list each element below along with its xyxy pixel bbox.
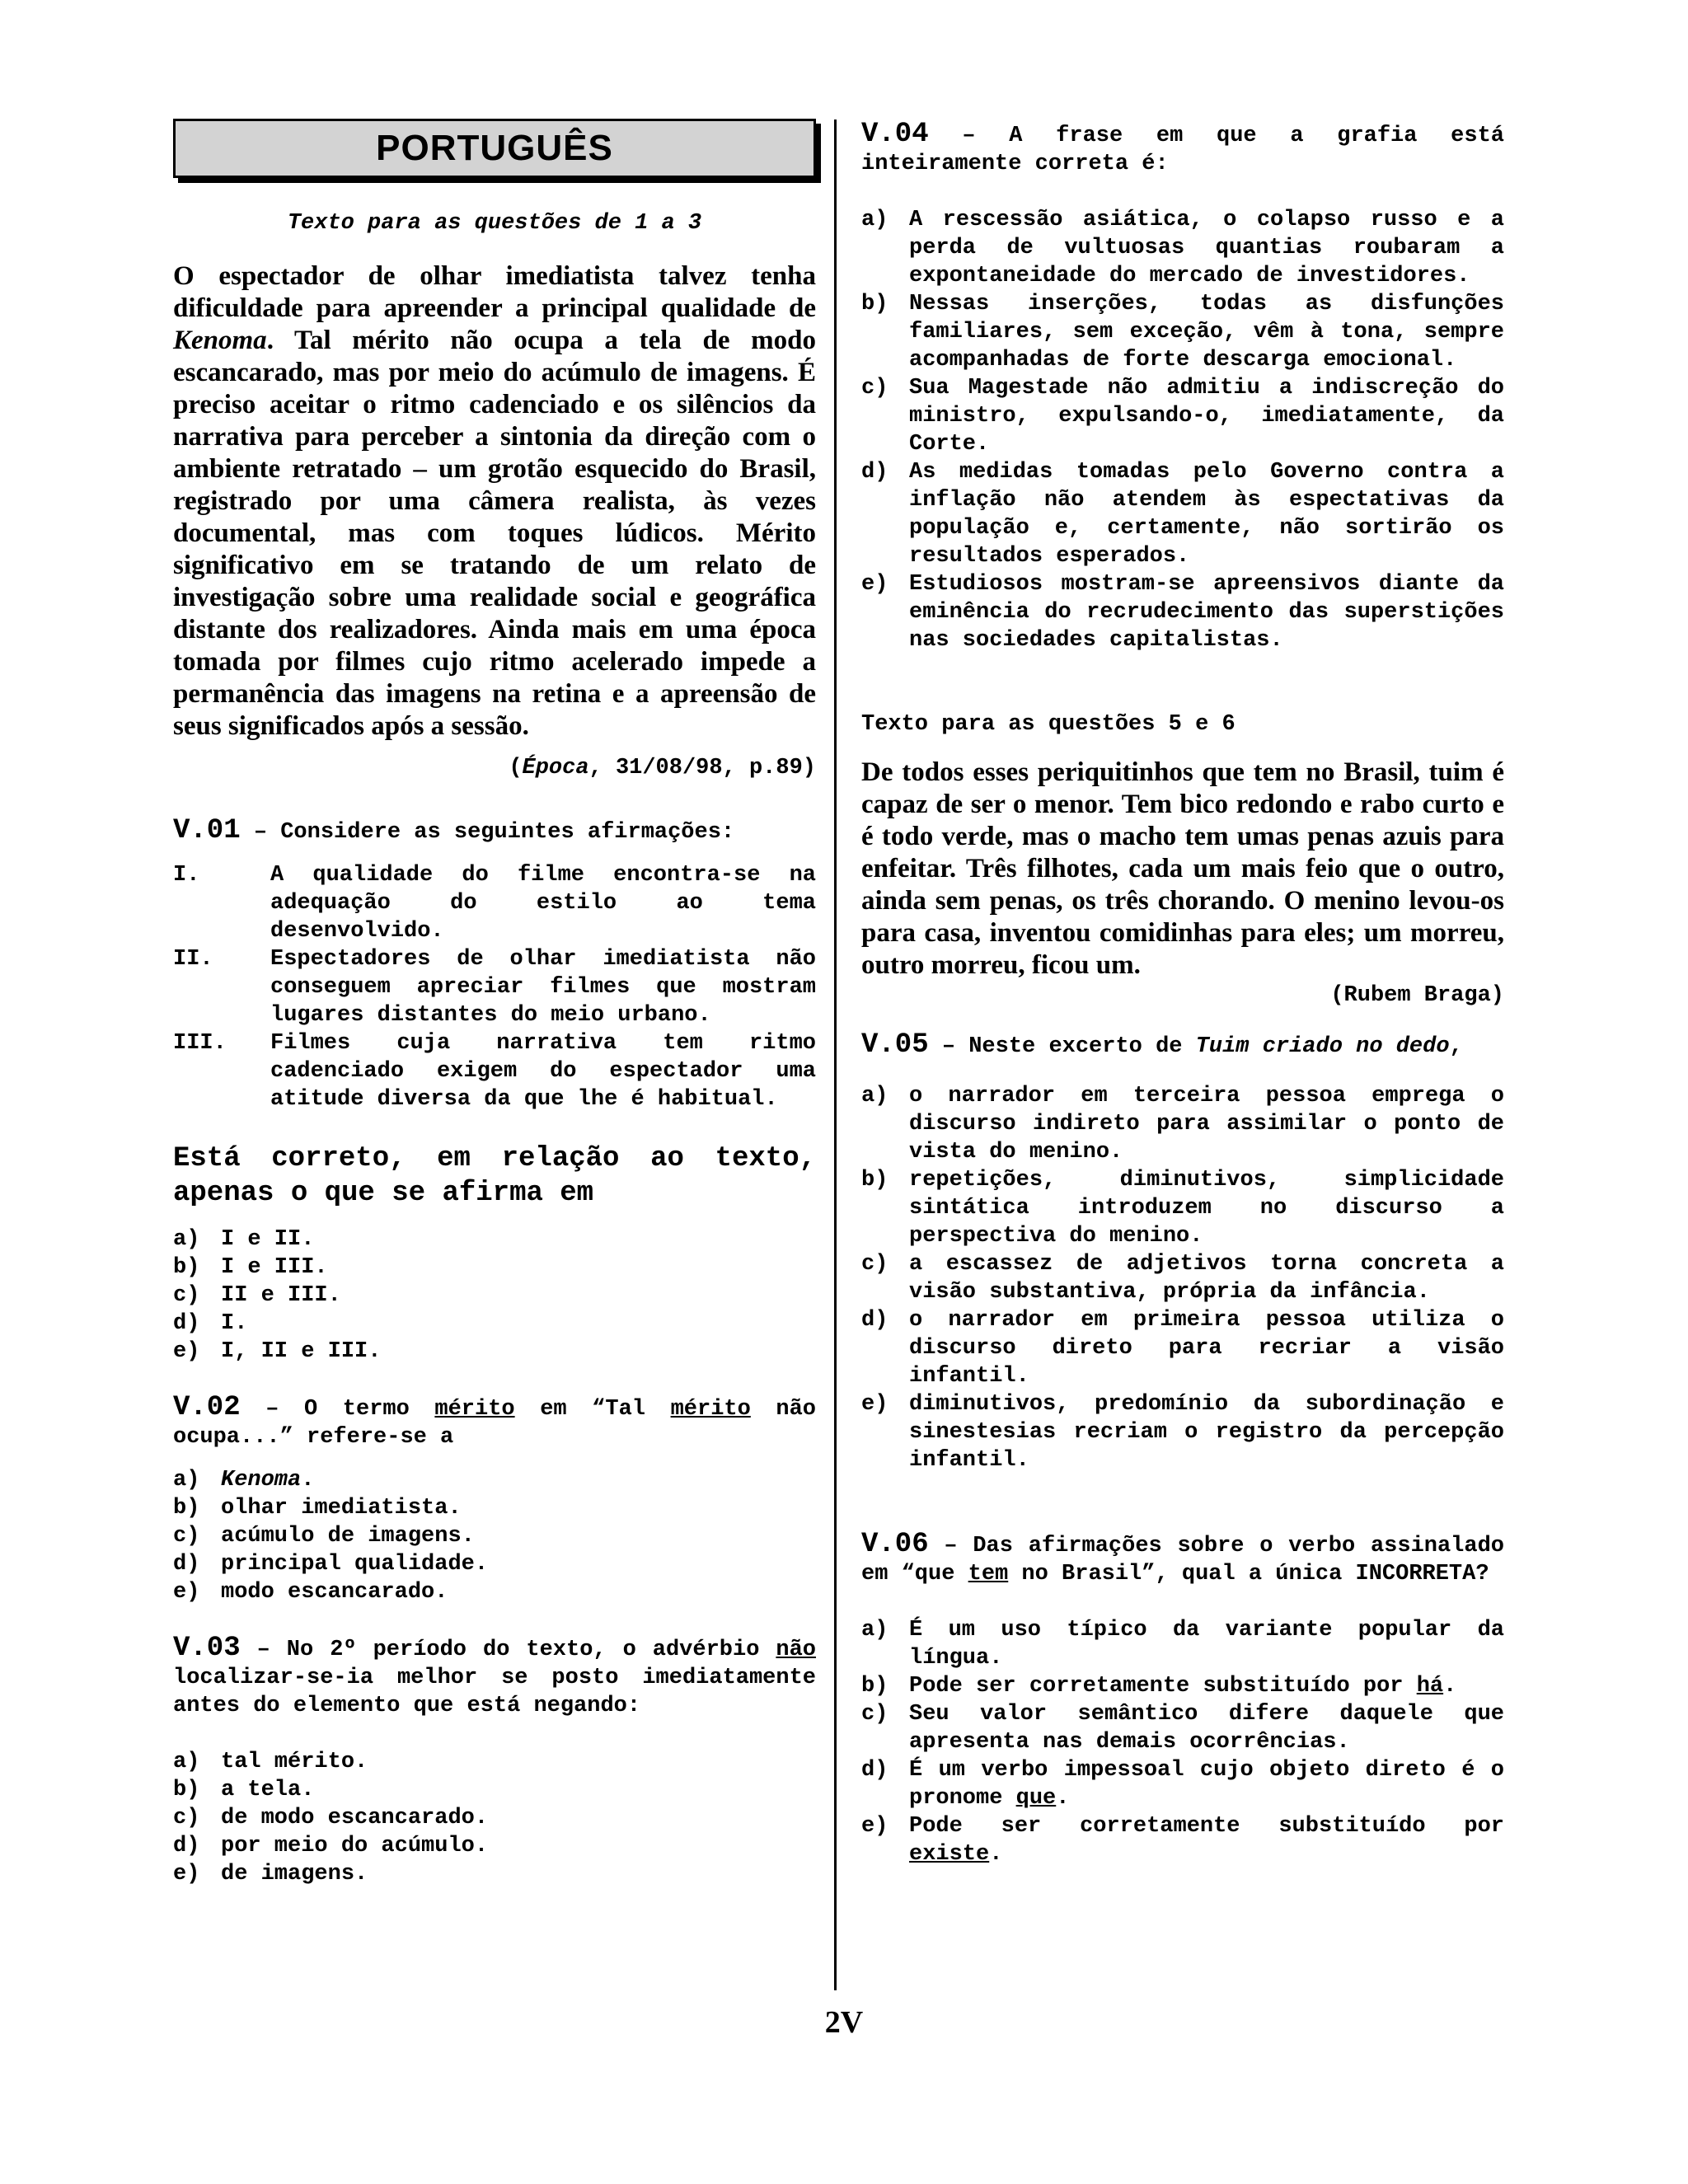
option-text: I. bbox=[221, 1311, 248, 1336]
option-item bbox=[173, 1748, 816, 1776]
underlined-term: não bbox=[776, 1638, 816, 1662]
source-paren: ( bbox=[509, 756, 523, 780]
statement-item bbox=[173, 1029, 816, 1113]
underlined-term: há bbox=[1416, 1674, 1444, 1699]
option-item bbox=[173, 1338, 816, 1366]
question-text: – Das afirmações sobre o verbo assinalado em “que bbox=[861, 1534, 1504, 1586]
option-text: de imagens. bbox=[221, 1862, 368, 1886]
option-key: c) bbox=[173, 1283, 200, 1308]
option-key: e) bbox=[173, 1580, 200, 1605]
option-text: II e III. bbox=[221, 1283, 341, 1308]
option-text: tal mérito. bbox=[221, 1750, 368, 1774]
option-key: d) bbox=[861, 1308, 889, 1333]
option-key: b) bbox=[173, 1778, 200, 1802]
option-text: modo escancarado. bbox=[221, 1580, 448, 1605]
option-item bbox=[173, 1832, 816, 1860]
option-item bbox=[173, 1282, 816, 1310]
option-key: b) bbox=[173, 1496, 200, 1521]
option-text: repetições, diminutivos, simplicidade sintática introduzem no discurso a perspectiva do menino. bbox=[909, 1168, 1504, 1249]
option-item bbox=[173, 1578, 816, 1606]
option-punct: . bbox=[1056, 1786, 1070, 1811]
option-item bbox=[861, 1812, 1504, 1868]
question-1-options bbox=[173, 1226, 816, 1366]
option-text: diminutivos, predomínio da subordinação e sinestesias recriam o registro da percepção infantil. bbox=[909, 1392, 1504, 1473]
option-text: Seu valor semântico difere daquele que apresenta nas demais ocorrências. bbox=[909, 1702, 1504, 1755]
option-item bbox=[861, 1616, 1504, 1672]
question-text: localizar-se-ia melhor se posto imediatamente antes do elemento que está negando: bbox=[173, 1666, 816, 1718]
option-key: e) bbox=[173, 1339, 200, 1364]
question-text: – Considere as seguintes afirmações: bbox=[240, 820, 735, 845]
underlined-term: tem bbox=[968, 1562, 1009, 1586]
page-number: 2V bbox=[824, 2005, 864, 2040]
question-6-options bbox=[861, 1616, 1504, 1868]
option-item bbox=[173, 1226, 816, 1254]
option-text: I e III. bbox=[221, 1255, 328, 1280]
option-punct: . bbox=[301, 1468, 315, 1493]
text2-caption: Texto para as questões 5 e 6 bbox=[861, 712, 1236, 737]
statement-text: Filmes cuja narrativa tem ritmo cadenciado exigem do espectador uma atitude diversa da que lhe é habitual. bbox=[270, 1031, 816, 1112]
option-key: c) bbox=[861, 1702, 889, 1727]
option-text: As medidas tomadas pelo Governo contra a inflação não atendem às espectativas da população e, certamente, não sortirão os resultados esperados. bbox=[909, 460, 1504, 569]
option-text: acúmulo de imagens. bbox=[221, 1524, 475, 1549]
option-key: d) bbox=[861, 1758, 889, 1783]
option-item bbox=[173, 1254, 816, 1282]
option-key: a) bbox=[861, 1618, 889, 1643]
option-item bbox=[173, 1550, 816, 1578]
option-item bbox=[861, 374, 1504, 458]
left-column bbox=[173, 115, 816, 1888]
text1-body-part: . Tal mérito não ocupa a tela de modo escancarado, mas por meio do acúmulo de imagens. É preciso aceitar o ritmo cadenciado e os silêncios da narrativa para perceber a sintonia da direção com o ambiente retratado – um grotão esquecido do Brasil, registrado por uma câmera realista, às vezes documental, mas com toques lúdicos. Mérito significativo em se tratando de um relato de investigação sobre uma realidade social e geográfica distante dos realizadores. Ainda mais em uma época tomada por filmes cujo ritmo acelerado impede a permanência das imagens na retina e a apreensão de seus significados após a sessão. bbox=[173, 326, 816, 741]
option-text: a tela. bbox=[221, 1778, 315, 1802]
question-4-stem bbox=[861, 120, 1504, 178]
option-item bbox=[861, 1166, 1504, 1250]
source-magazine: Época bbox=[522, 756, 589, 780]
underlined-term: mérito bbox=[670, 1397, 751, 1422]
question-4-options bbox=[861, 206, 1504, 654]
option-key: d) bbox=[173, 1552, 200, 1577]
text1-body-part: O espectador de olhar imediatista talvez tenha dificuldade para apreender a principal qualidade de bbox=[173, 261, 816, 323]
right-column bbox=[861, 115, 1504, 1868]
option-key: b) bbox=[861, 1674, 889, 1699]
question-5-stem bbox=[861, 1031, 1504, 1061]
section-title-box bbox=[173, 119, 816, 178]
option-key: b) bbox=[861, 1168, 889, 1193]
option-key: a) bbox=[173, 1468, 200, 1493]
question-number: V.02 bbox=[173, 1392, 241, 1423]
question-2-stem bbox=[173, 1394, 816, 1451]
underlined-term: existe bbox=[909, 1842, 990, 1867]
question-text: , bbox=[1449, 1034, 1463, 1059]
question-text: – O termo bbox=[240, 1397, 435, 1422]
question-text: no Brasil”, qual a única INCORRETA? bbox=[1008, 1562, 1489, 1586]
question-3-options bbox=[173, 1748, 816, 1888]
option-item bbox=[173, 1522, 816, 1550]
option-item bbox=[173, 1310, 816, 1338]
option-key: b) bbox=[173, 1255, 200, 1280]
option-item bbox=[173, 1466, 816, 1494]
question-text: em “Tal bbox=[514, 1397, 671, 1422]
option-text: I, II e III. bbox=[221, 1339, 382, 1364]
option-text: Pode ser corretamente substituído por bbox=[909, 1674, 1417, 1699]
option-key: c) bbox=[861, 376, 889, 401]
text1-caption: Texto para as questões de 1 a 3 bbox=[287, 211, 702, 236]
option-key: c) bbox=[173, 1524, 200, 1549]
option-item bbox=[861, 1756, 1504, 1812]
section-title: PORTUGUÊS bbox=[376, 128, 613, 168]
question-5-options bbox=[861, 1082, 1504, 1474]
statement-key: II. bbox=[173, 947, 213, 972]
statement-item bbox=[173, 861, 816, 945]
option-text: de modo escancarado. bbox=[221, 1806, 489, 1830]
question-text: – Neste excerto de bbox=[928, 1034, 1196, 1059]
option-key: d) bbox=[173, 1834, 200, 1858]
option-key: a) bbox=[861, 208, 889, 232]
option-text: a escassez de adjetivos torna concreta a visão substantiva, própria da infância. bbox=[909, 1252, 1504, 1305]
question-text: – No 2º período do texto, o advérbio bbox=[240, 1638, 776, 1662]
column-divider bbox=[834, 120, 837, 1990]
option-item bbox=[173, 1776, 816, 1804]
option-text: o narrador em primeira pessoa utiliza o discurso direto para recriar a visão infantil. bbox=[909, 1308, 1504, 1389]
text1-source bbox=[173, 754, 816, 782]
option-item bbox=[173, 1804, 816, 1832]
question-1-stem bbox=[173, 817, 816, 846]
option-text: principal qualidade. bbox=[221, 1552, 489, 1577]
question-number: V.05 bbox=[861, 1029, 929, 1061]
option-text: olhar imediatista. bbox=[221, 1496, 462, 1521]
question-1-statements bbox=[173, 861, 816, 1113]
statement-key: III. bbox=[173, 1031, 227, 1056]
question-6-stem bbox=[861, 1530, 1504, 1588]
film-title: Kenoma bbox=[173, 326, 267, 355]
option-item bbox=[861, 1250, 1504, 1306]
option-key: e) bbox=[861, 572, 889, 597]
option-key: c) bbox=[861, 1252, 889, 1277]
text2-body: De todos esses periquitinhos que tem no Brasil, tuim é capaz de ser o menor. Tem bico redondo e rabo curto e é todo verde, mas o macho tem umas penas azuis para enfeitar. Três filhotes, cada um mais feio que o outro, ainda sem penas, os três chorando. O menino levou-os para casa, inventou comidinhas para eles; um morreu, outro morreu, ficou um. bbox=[861, 757, 1504, 980]
option-text: I e II. bbox=[221, 1227, 315, 1252]
option-text: Sua Magestade não admitiu a indiscreção do ministro, expulsando-o, imediatamente, da Corte. bbox=[909, 376, 1504, 457]
statement-text: A qualidade do filme encontra-se na adequação do estilo ao tema desenvolvido. bbox=[270, 863, 816, 944]
option-item bbox=[861, 290, 1504, 374]
option-text: É um uso típico da variante popular da língua. bbox=[909, 1618, 1504, 1671]
option-item bbox=[173, 1860, 816, 1888]
option-punct: . bbox=[1443, 1674, 1457, 1699]
source-date: , 31/08/98, p.89) bbox=[588, 756, 816, 780]
option-key: a) bbox=[173, 1750, 200, 1774]
option-key: d) bbox=[861, 460, 889, 485]
option-item bbox=[861, 1082, 1504, 1166]
question-3-stem bbox=[173, 1634, 816, 1720]
option-item bbox=[861, 1672, 1504, 1700]
option-key: b) bbox=[861, 292, 889, 316]
option-text: A rescessão asiática, o colapso russo e a perda de vultuosas quantias roubaram a expontaneidade do mercado de investidores. bbox=[909, 208, 1504, 288]
question-number: V.04 bbox=[861, 119, 929, 150]
option-key: e) bbox=[861, 1392, 889, 1417]
option-item bbox=[861, 458, 1504, 570]
option-item bbox=[861, 1306, 1504, 1390]
work-title: Tuim criado no dedo bbox=[1195, 1034, 1450, 1059]
statement-key: I. bbox=[173, 863, 200, 888]
question-number: V.01 bbox=[173, 815, 241, 846]
option-key: c) bbox=[173, 1806, 200, 1830]
option-text: Nessas inserções, todas as disfunções familiares, sem exceção, vêm à tona, sempre acompanhadas de forte descarga emocional. bbox=[909, 292, 1504, 373]
option-text: Kenoma bbox=[221, 1468, 302, 1493]
option-item bbox=[173, 1494, 816, 1522]
option-text: por meio do acúmulo. bbox=[221, 1834, 489, 1858]
option-key: a) bbox=[173, 1227, 200, 1252]
underlined-term: mérito bbox=[434, 1397, 515, 1422]
option-item bbox=[861, 1390, 1504, 1474]
question-number: V.06 bbox=[861, 1529, 929, 1560]
underlined-term: que bbox=[1015, 1786, 1057, 1811]
option-key: d) bbox=[173, 1311, 200, 1336]
option-key: e) bbox=[861, 1814, 889, 1839]
statement-item bbox=[173, 945, 816, 1029]
question-text: não ocupa...” refere-se a bbox=[173, 1397, 817, 1450]
question-number: V.03 bbox=[173, 1633, 241, 1664]
option-key: e) bbox=[173, 1862, 200, 1886]
option-text: Pode ser corretamente substituído por bbox=[909, 1814, 1504, 1839]
option-text: Estudiosos mostram-se apreensivos diante da eminência do recrudecimento das superstições nas sociedades capitalistas. bbox=[909, 572, 1504, 653]
option-text: o narrador em terceira pessoa emprega o discurso indireto para assimilar o ponto de vista do menino. bbox=[909, 1084, 1504, 1165]
option-text: É um verbo impessoal cujo objeto direto é o pronome bbox=[909, 1758, 1504, 1811]
text2-source: (Rubem Braga) bbox=[1330, 983, 1504, 1008]
question-1-prompt: Está correto, em relação ao texto, apenas o que se afirma em bbox=[173, 1143, 816, 1209]
question-text: – A frase em que a grafia está inteiramente correta é: bbox=[861, 124, 1504, 176]
option-key: a) bbox=[861, 1084, 889, 1108]
statement-text: Espectadores de olhar imediatista não conseguem apreciar filmes que mostram lugares distantes do meio urbano. bbox=[270, 947, 816, 1028]
option-item bbox=[861, 206, 1504, 290]
option-punct: . bbox=[989, 1842, 1003, 1867]
text1-body bbox=[173, 260, 816, 743]
option-item bbox=[861, 1700, 1504, 1756]
option-item bbox=[861, 570, 1504, 654]
question-2-options bbox=[173, 1466, 816, 1606]
